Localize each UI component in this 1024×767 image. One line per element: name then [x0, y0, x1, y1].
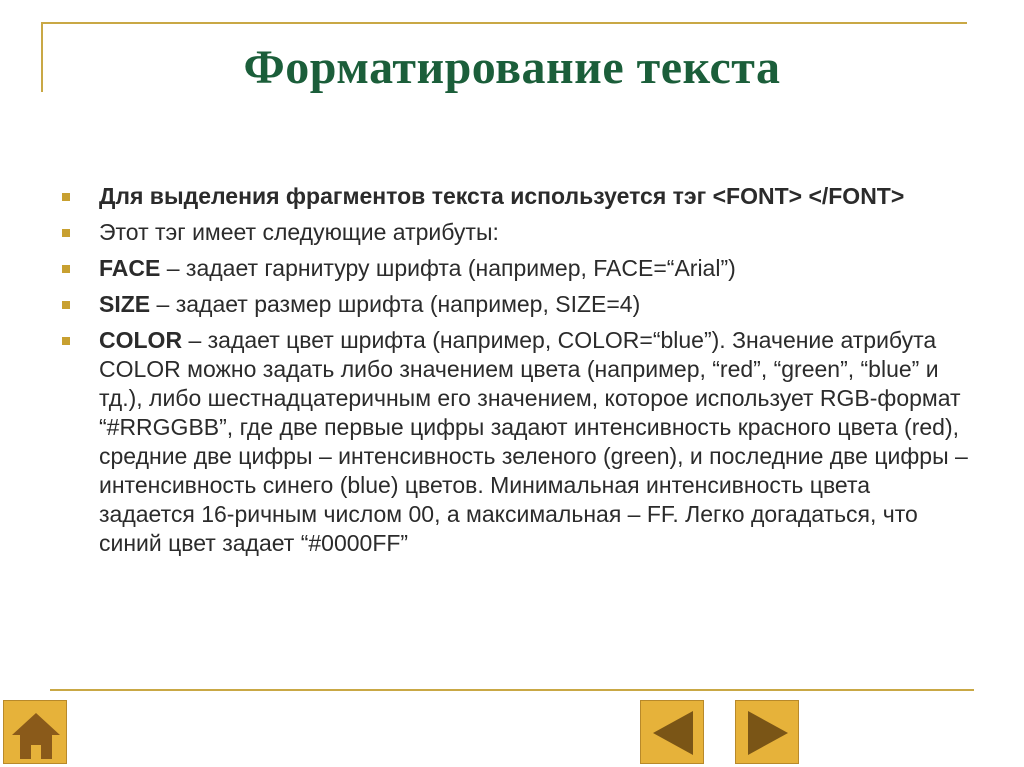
home-button[interactable]	[3, 700, 67, 764]
arrow-left-icon	[641, 701, 705, 765]
bullet-item	[60, 254, 970, 283]
bullet-text: – задает гарнитуру шрифта (например, FACE=“Arial”)	[160, 255, 736, 281]
bullet-marker	[62, 301, 70, 309]
bullet-text: – задает цвет шрифта (например, COLOR=“blue”). Значение атрибута COLOR можно задать либо значением цвета (например, “red”, “green”, “blue” и тд.), либо шестнадцатеричным его значением, которое использует RGB-формат “#RRGGBB”, где две первые цифры задают интенсивность красного цвета (red), средние две цифры – интенсивность зеленого (green), и последние две цифры – интенсивность синего (blue) цветов. Минимальная интенсивность цвета задается 16-ричным числом 00, а максимальная – FF. Легко догадаться, что синий цвет задает “#0000FF”	[99, 327, 968, 556]
bullet-marker	[62, 337, 70, 345]
frame-top-rule	[41, 22, 967, 24]
bullet-text: Этот тэг имеет следующие атрибуты:	[99, 219, 499, 245]
bullet-lead: SIZE	[99, 291, 151, 317]
bullet-lead: FACE	[99, 255, 161, 281]
frame-bottom-rule	[50, 689, 974, 691]
bullet-marker	[62, 265, 70, 273]
home-icon	[4, 701, 68, 765]
slide-title: Форматирование текста	[243, 41, 781, 94]
bullet-lead: COLOR	[99, 327, 183, 353]
previous-slide-button[interactable]	[640, 700, 704, 764]
bullet-text: – задает размер шрифта (например, SIZE=4)	[150, 291, 641, 317]
bullet-item	[60, 218, 970, 247]
next-slide-button[interactable]	[735, 700, 799, 764]
slide-content	[60, 182, 970, 565]
bullet-marker	[62, 229, 70, 237]
bullet-item	[60, 326, 970, 558]
bullet-item	[60, 290, 970, 319]
bullet-marker	[62, 193, 70, 201]
arrow-right-icon	[736, 701, 800, 765]
bullet-text: Для выделения фрагментов текста используется тэг <FONT> </FONT>	[99, 183, 905, 209]
bullet-item	[60, 182, 970, 211]
